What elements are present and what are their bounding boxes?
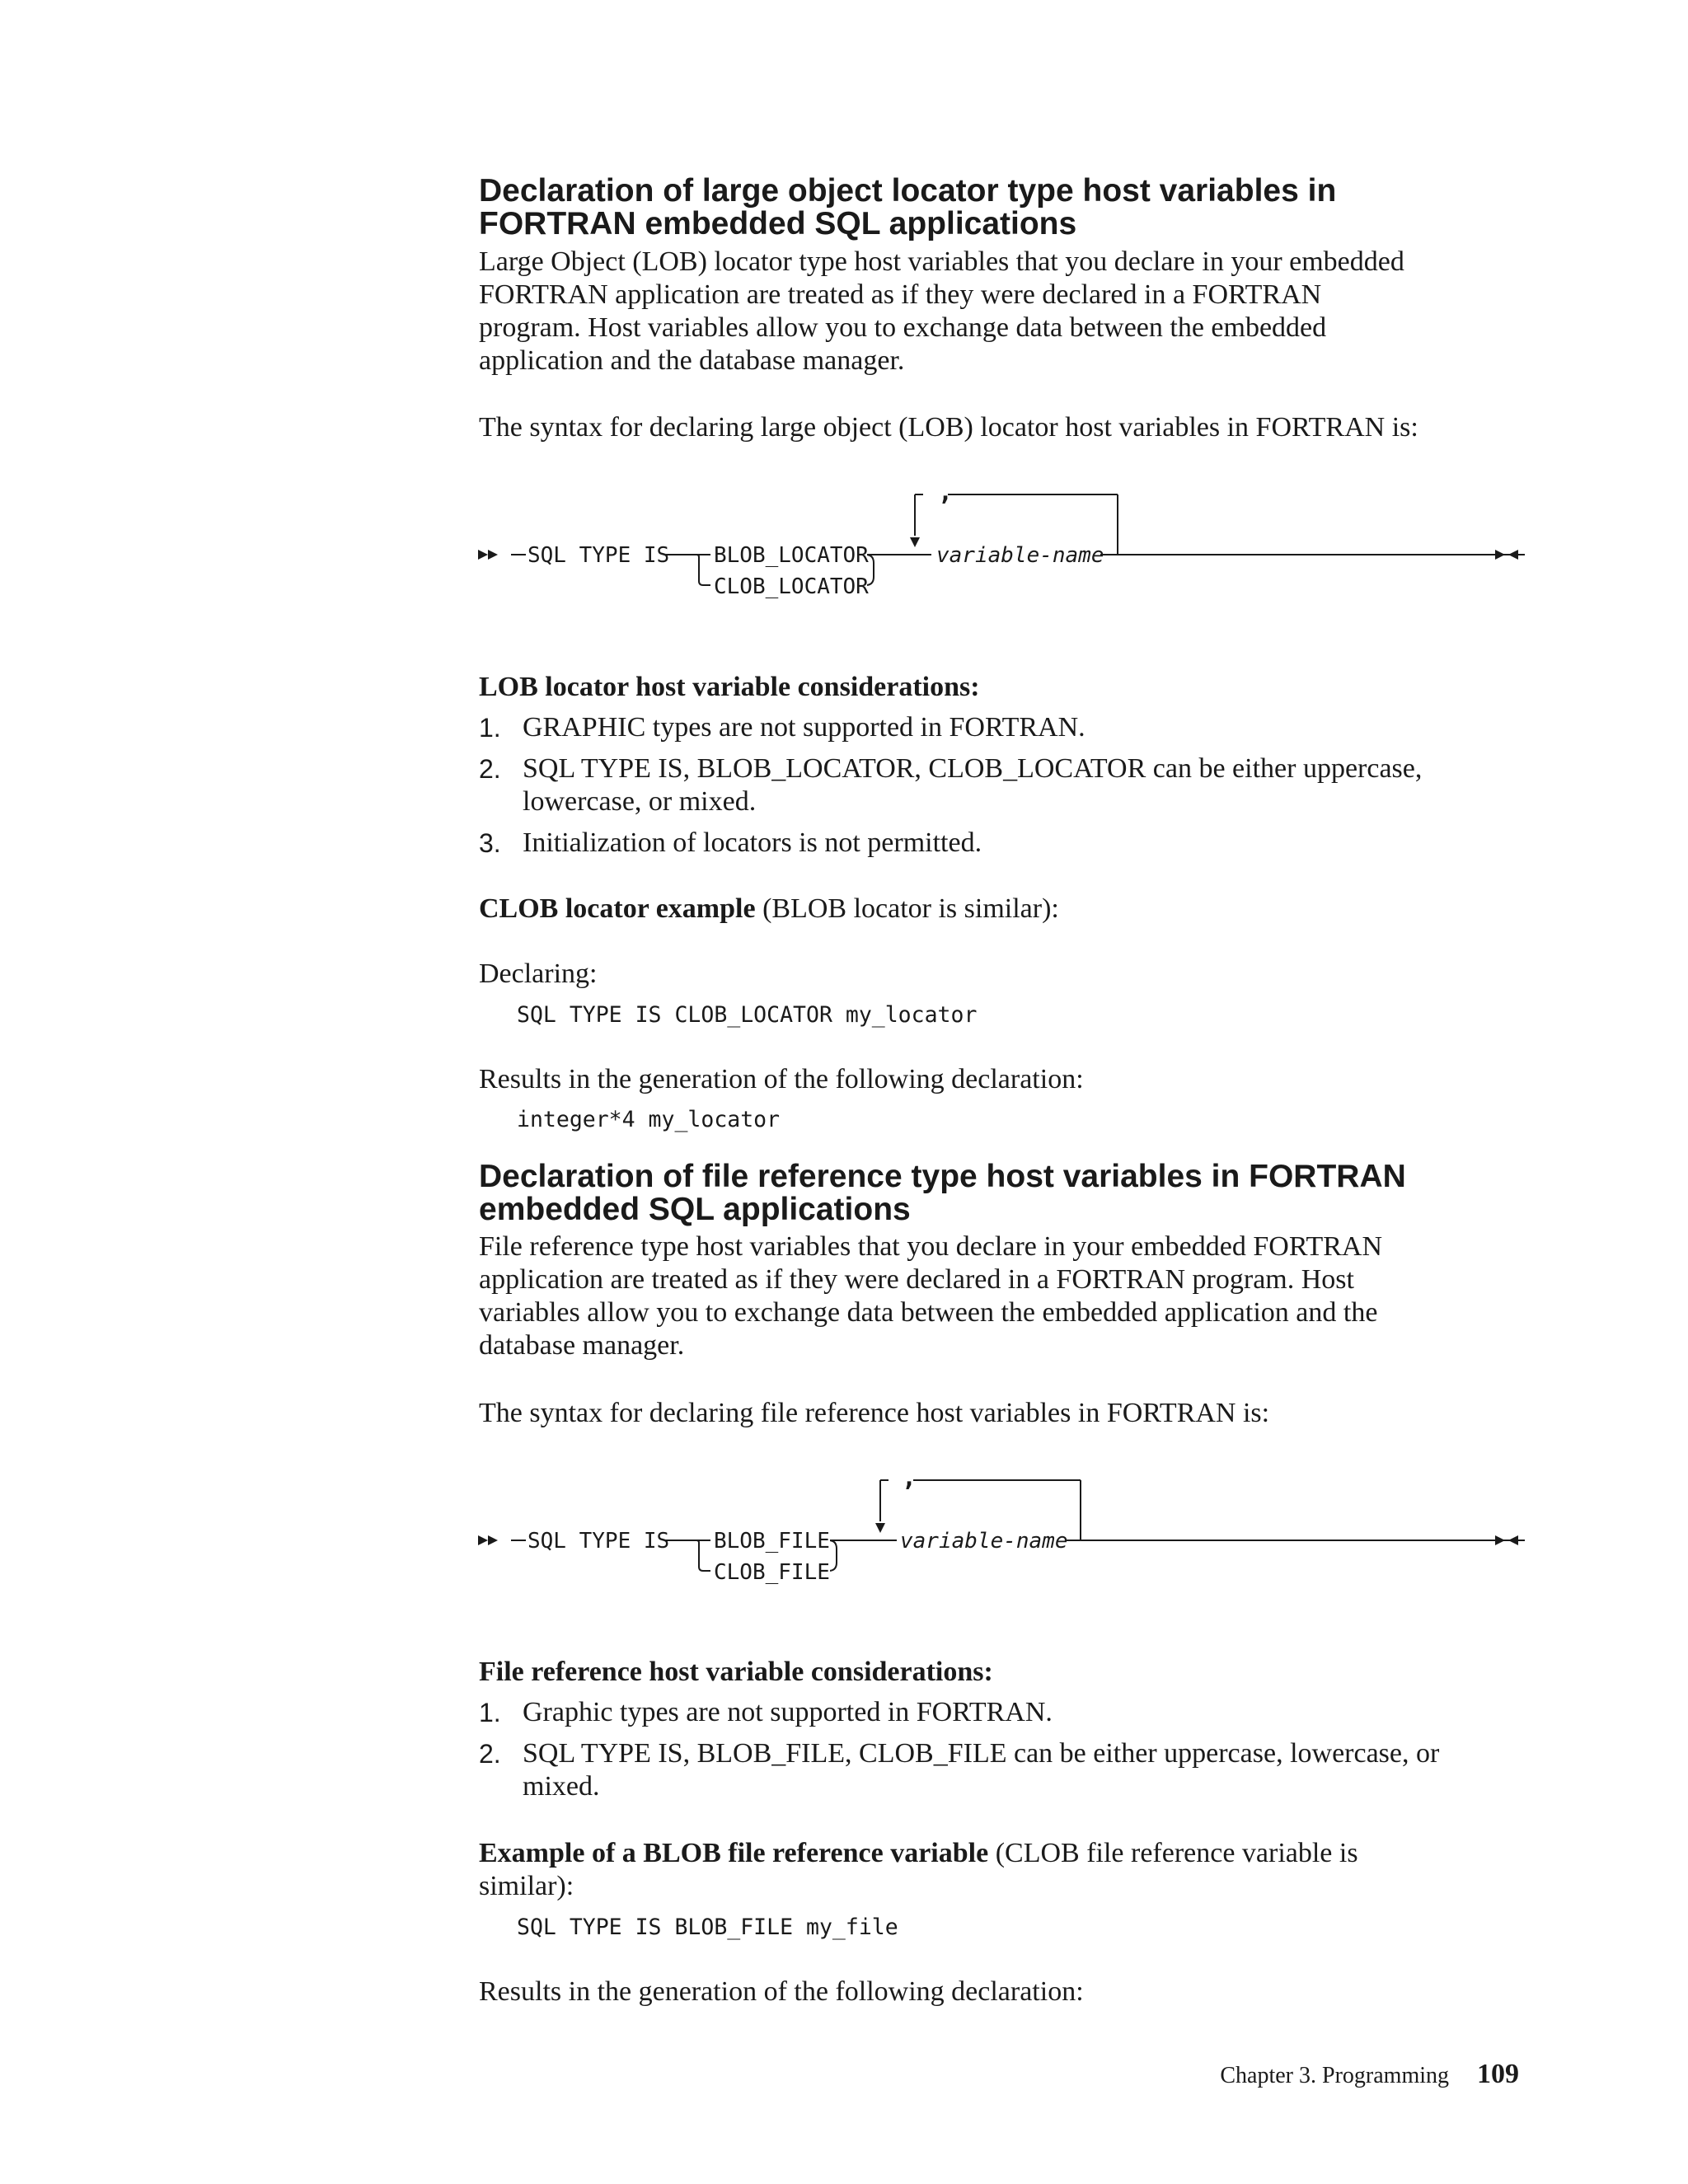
section2-considerations-title bbox=[479, 1656, 1542, 1689]
intro-line: variables allow you to exchange data between the embedded application and the bbox=[479, 1297, 1378, 1328]
diagram-repeat-separator: , bbox=[938, 478, 954, 507]
code-block: SQL TYPE IS BLOB_FILE my_file bbox=[517, 1915, 898, 1940]
intro-line: File reference type host variables that you declare in your embedded FORTRAN bbox=[479, 1231, 1383, 1262]
considerations-title: LOB locator host variable considerations: bbox=[479, 672, 980, 702]
intro-line: application and the database manager. bbox=[479, 345, 905, 376]
declaring-text: Declaring: bbox=[479, 958, 598, 989]
diagram-option: BLOB_LOCATOR bbox=[714, 543, 869, 568]
list-number: 1. bbox=[479, 1698, 501, 1727]
syntax-diagram-lob-locator bbox=[474, 478, 1545, 610]
list-text: Graphic types are not supported in FORTRAN. bbox=[523, 1697, 1053, 1727]
list-text: Initialization of locators is not permitted. bbox=[523, 827, 982, 858]
section2-intro bbox=[479, 1230, 1542, 1362]
section1-heading bbox=[479, 175, 1542, 241]
declaring-label bbox=[479, 958, 1542, 991]
section1-heading-line1: Declaration of large object locator type host variables in bbox=[479, 173, 1337, 209]
considerations-title: File reference host variable considerations: bbox=[479, 1657, 993, 1687]
section1-considerations-title bbox=[479, 671, 1542, 704]
example-rest-line2: similar): bbox=[479, 1871, 574, 1901]
section1-intro bbox=[479, 246, 1542, 377]
intro-line: database manager. bbox=[479, 1330, 685, 1361]
diagram-repeat-separator: , bbox=[902, 1464, 917, 1493]
diagram-variable: variable-name bbox=[900, 1529, 1068, 1554]
results-text: Results in the generation of the following declaration: bbox=[479, 1976, 1084, 2007]
example-rest: (BLOB locator is similar): bbox=[755, 893, 1059, 924]
section2-heading-line2: embedded SQL applications bbox=[479, 1192, 911, 1227]
list-number: 2. bbox=[479, 754, 501, 784]
example-rest: (CLOB file reference variable is bbox=[988, 1838, 1358, 1868]
intro-line: FORTRAN application are treated as if they were declared in a FORTRAN bbox=[479, 279, 1322, 310]
intro-line: program. Host variables allow you to exchange data between the embedded bbox=[479, 312, 1327, 343]
section1-heading-line2: FORTRAN embedded SQL applications bbox=[479, 206, 1077, 241]
section2-syntax-intro bbox=[479, 1397, 1542, 1430]
syntax-diagram-file-reference bbox=[474, 1463, 1545, 1595]
list-text: GRAPHIC types are not supported in FORTRAN. bbox=[523, 712, 1085, 743]
code-block: SQL TYPE IS CLOB_LOCATOR my_locator bbox=[517, 1002, 978, 1028]
section2-heading-line1: Declaration of file reference type host variables in FORTRAN bbox=[479, 1159, 1406, 1194]
list-text: lowercase, or mixed. bbox=[523, 786, 757, 817]
list-text: SQL TYPE IS, BLOB_LOCATOR, CLOB_LOCATOR can be either uppercase, bbox=[523, 753, 1423, 784]
page-number: 109 bbox=[1477, 2059, 1519, 2089]
diagram-variable: variable-name bbox=[936, 543, 1104, 568]
diagram-option: BLOB_FILE bbox=[714, 1529, 830, 1554]
example-bold: CLOB locator example bbox=[479, 893, 756, 924]
results-text: Results in the generation of the following declaration: bbox=[479, 1064, 1084, 1094]
list-text: mixed. bbox=[523, 1771, 600, 1802]
list-number: 2. bbox=[479, 1739, 501, 1769]
list-number: 1. bbox=[479, 713, 501, 743]
intro-line: Large Object (LOB) locator type host variables that you declare in your embedded bbox=[479, 246, 1404, 277]
code-block: integer*4 my_locator bbox=[517, 1107, 781, 1132]
diagram-keyword: SQL TYPE IS bbox=[528, 543, 670, 568]
footer-chapter: Chapter 3. Programming bbox=[1220, 2063, 1449, 2088]
page-footer bbox=[1220, 2059, 1519, 2090]
list-number: 3. bbox=[479, 828, 501, 858]
section1-example-heading bbox=[479, 893, 1542, 926]
syntax-intro-text: The syntax for declaring large object (LOB) locator host variables in FORTRAN is: bbox=[479, 412, 1418, 443]
diagram-keyword: SQL TYPE IS bbox=[528, 1529, 670, 1554]
intro-line: application are treated as if they were declared in a FORTRAN program. Host bbox=[479, 1264, 1354, 1295]
section1-syntax-intro bbox=[479, 411, 1542, 444]
list-text: SQL TYPE IS, BLOB_FILE, CLOB_FILE can be either uppercase, lowercase, or bbox=[523, 1738, 1440, 1769]
diagram-option: CLOB_LOCATOR bbox=[714, 574, 869, 599]
results-label bbox=[479, 1063, 1542, 1096]
section2-heading bbox=[479, 1160, 1542, 1226]
diagram-option: CLOB_FILE bbox=[714, 1560, 830, 1585]
example-bold: Example of a BLOB file reference variable bbox=[479, 1838, 989, 1868]
syntax-intro-text: The syntax for declaring file reference host variables in FORTRAN is: bbox=[479, 1398, 1270, 1428]
section2-results-label bbox=[479, 1975, 1542, 2008]
section2-example-heading bbox=[479, 1837, 1542, 1903]
